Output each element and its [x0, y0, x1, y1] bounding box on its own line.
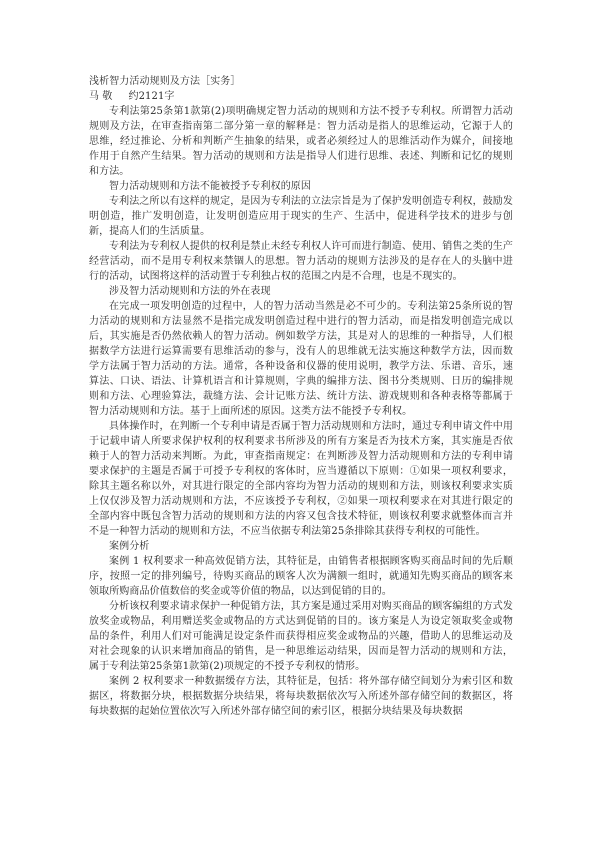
section-heading: 涉及智力活动规则和方法的外在表现 [109, 286, 271, 297]
paragraph: 案例 2 权利要求一种数据缓存方法，其特征是，包括：将外部存储空间划分为索引区和数据区，将数据分块，根据数据分块结果，将每块数据依次写入所述外部存储空间的数据区，将每块数据的起始位置依次写入所述外部存储空间的索引区，根据分块结果及每块数据 [89, 676, 513, 717]
byline [89, 89, 513, 104]
paragraph: 专利法之所以有这样的规定，是因为专利法的立法宗旨是为了保护发明创造专利权，鼓励发明创造，推广发明创造，让发明创造应用于现实的生产、生活中，促进科学技术的进步与创新，提高人们的生活质量。 [89, 196, 513, 237]
paragraph: 专利法第25条第1款第(2)项明确规定智力活动的规则和方法不授予专利权。所谓智力活动规则及方法，在审查指南第二部分第一章的解释是：智力活动是指人的思维运动，它源于人的思维，经过推论、分析和判断产生抽象的结果，或者必须经过人的思维活动作为媒介，间接地作用于自然产生结果。智力活动的规则和方法是指导人们进行思维、表述、判断和记忆的规则和方法。 [89, 106, 513, 177]
author-name: 马 敬 [89, 91, 113, 102]
article-blocks [89, 104, 513, 719]
section-heading: 智力活动规则和方法不能被授予专利权的原因 [109, 181, 311, 192]
paragraph: 专利法为专利权人提供的权利是禁止未经专利权人许可而进行制造、使用、销售之类的生产经营活动，而不是用专利权来禁锢人的思想。智力活动的规则方法涉及的是存在人的头脑中进行的活动，试图将这样的活动置于专利独占权的范围之内是不合理，也是不现实的。 [89, 241, 513, 282]
section-heading: 案例分析 [109, 541, 150, 552]
paragraph: 具体操作时，在判断一个专利申请是否属于智力活动规则和方法时，通过专利申请文件中用于记载申请人所要求保护权利的权利要求书所涉及的所有方案是否为技术方案，其实施是否依赖于人的智力活动来判断。为此，审查指南规定：在判断涉及智力活动规则和方法的专利申请要求保护的主题是否属于可授予专利权的客体时，应当遵循以下原则：①如果一项权利要求，除其主题名称以外，对其进行限定的全部内容均为智力活动的规则和方法，则该权利要求实质上仅仅涉及智力活动规则和方法，不应该授予专利权，②如果一项权利要求在对其进行限定的全部内容中既包含智力活动的规则和方法的内容又包含技术特征，则该权利要求就整体而言并不是一种智力活动的规则和方法，不应当依据专利法第25条排除其获得专利权的可能性。 [89, 421, 513, 537]
article-title: 浅析智力活动规则及方法［实务］ [89, 76, 241, 87]
paragraph: 在完成一项发明创造的过程中，人的智力活动当然是必不可少的。专利法第25条所说的智力活动的规则和方法显然不是指完成发明创造过程中进行的智力活动，而是指发明创造完成以后，其实施是否仍然依赖人的智力活动。例如数学方法，其是对人的思维的一种指导，人们根据数学方法进行运算需要有思维活动的参与，没有人的思维就无法实施这种数学方法，因而数学方法属于智力活动的方法。通常，各种设备和仪器的使用说明，教学方法、乐谱、音乐，速算法、口诀、语法、计算机语言和计算规则，字典的编排方法、图书分类规则、日历的编排规则和方法、心理验算法，裁缝方法、会计记账方法、统计方法、游戏规则和各种表格等都属于智力活动规则和方法。基于上面所述的原因。这类方法不能授予专利权。 [89, 301, 513, 417]
article-body [89, 74, 513, 719]
word-count: 约2121字 [128, 91, 175, 102]
paragraph: 分析该权利要求请求保护一种促销方法，其方案是通过采用对购买商品的顾客编组的方式发放奖金或物品，利用赠送奖金或物品的方式达到促销的目的。该方案是人为设定领取奖金或物品的条件，利用人们对可能满足设定条件而获得相应奖金或物品的兴趣，借助人的思维运动及对社会现象的认识来增加商品的销售，是一种思维运动结果，因而是智力活动的规则和方法，属于专利法第25条第1款第(2)项规定的不授予专利权的情形。 [89, 601, 513, 672]
paragraph: 案例 1 权利要求一种高效促销方法，其特征是，由销售者根据顾客购买商品时间的先后顺序，按照一定的排列编号，待购买商品的顾客人次为满额一组时，就通知先购买商品的顾客来领取所购商品价值数倍的奖金或等价值的物品，以达到促销的目的。 [89, 556, 513, 597]
